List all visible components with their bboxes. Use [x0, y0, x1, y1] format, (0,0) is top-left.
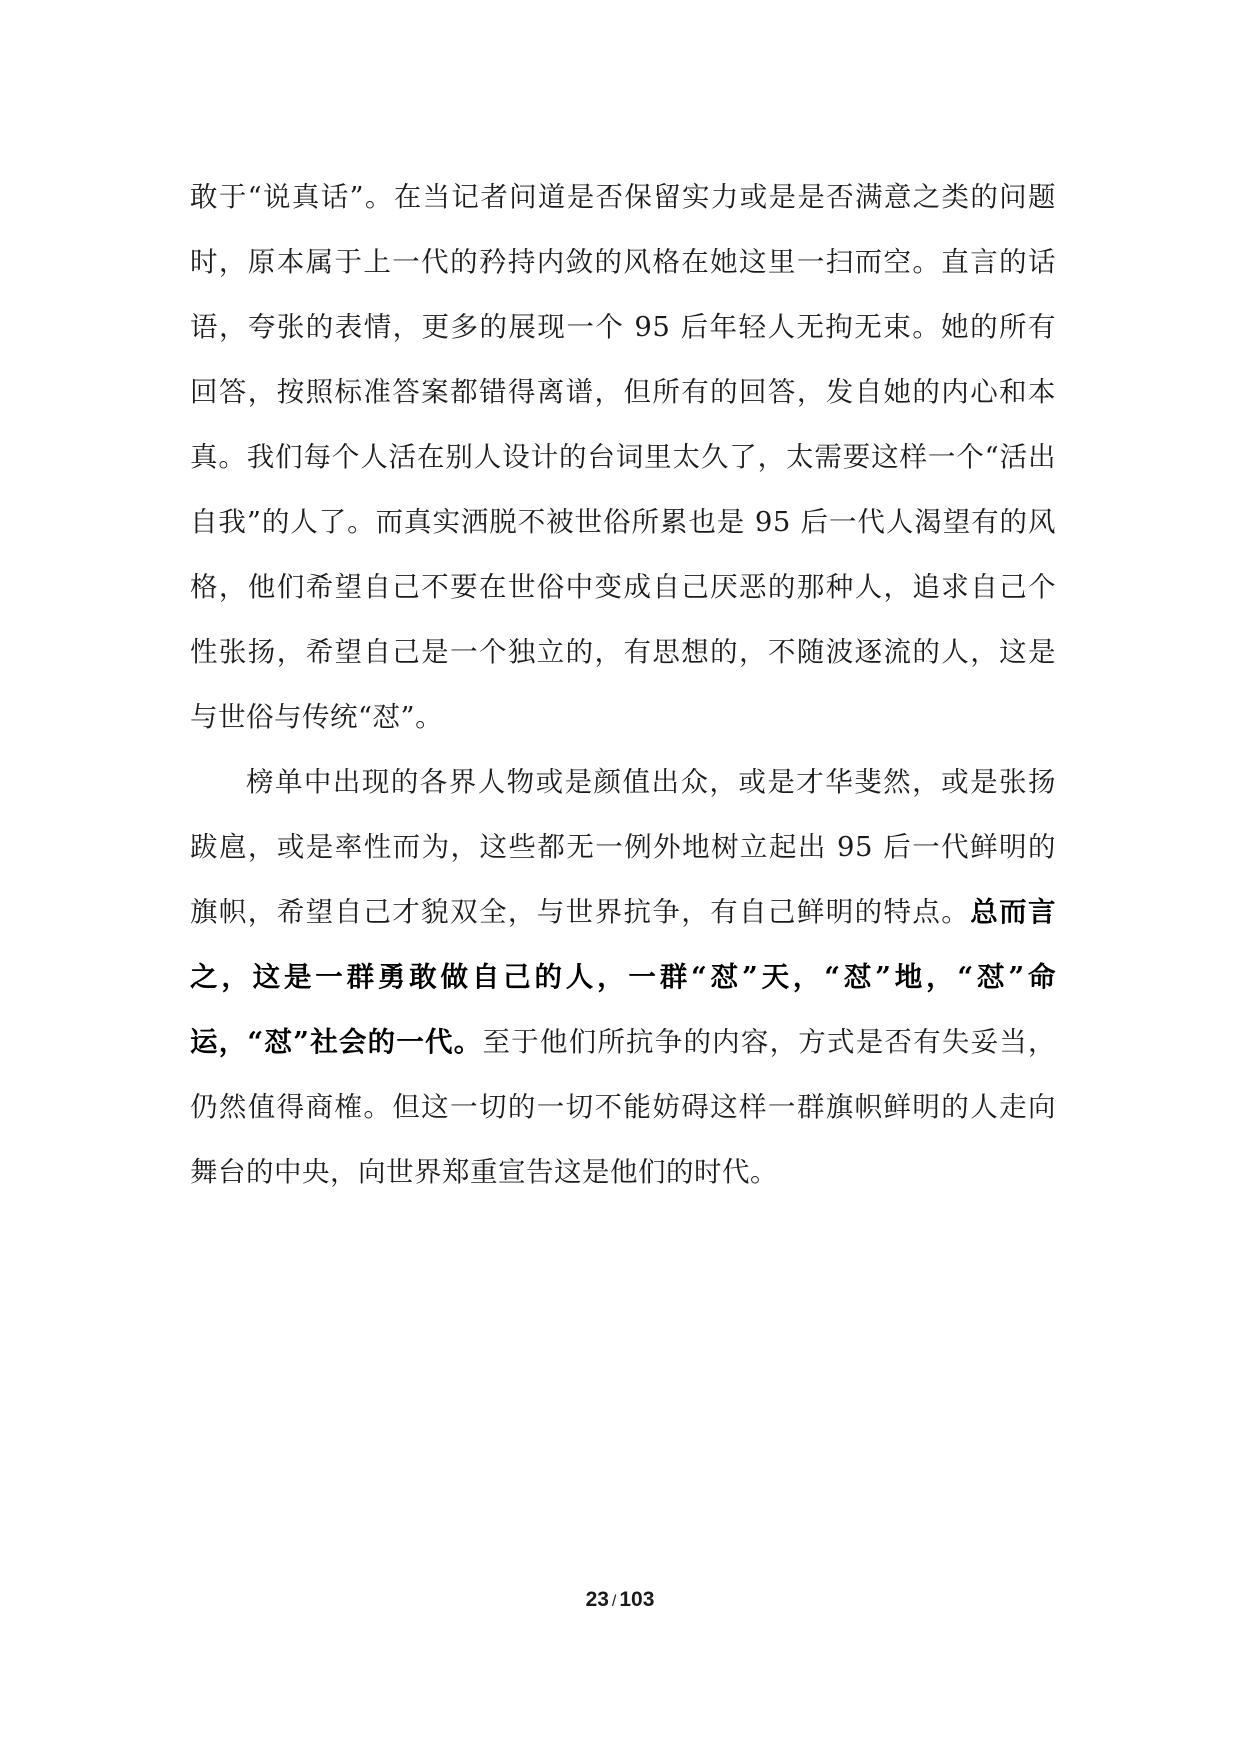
paragraph-1-text: 敢于“说真话”。在当记者问道是否保留实力或是是否满意之类的问题时，原本属于上一代的矜持内敛的风格在她这里一扫而空。直言的话语，夸张的表情，更多的展现一个 95 后年轻人无拘无束。她的所有回答，按照标准答案都错得离谱，但所有的回答，发自她的内心和本真。我们每个人活在别人设计的台词里太久了，太需要这样一个“活出自我”的人了。而真实洒脱不被世俗所累也是 95 后一代人渴望有的风格，他们希望自己不要在世俗中变成自己厌恶的那种人，追求自己个性张扬，希望自己是一个独立的，有思想的，不随波逐流的人，这是与世俗与传统“怼”。 [190, 181, 1056, 733]
page-separator: / [611, 1593, 617, 1610]
paragraph-2 [190, 750, 1056, 1205]
paragraph-2-bold-text: 总而言之，这是一群勇敢做自己的人，一群“怼”天，“怼”地，“怼”命运，“怼”社会的一代。 [190, 896, 1057, 1058]
page-current: 23 [585, 1588, 609, 1611]
page-total: 103 [619, 1588, 655, 1611]
paragraph-1 [190, 165, 1056, 750]
paragraph-2-text-end: 至于他们所抗争的内容，方式是否有失妥当，仍然值得商榷。但这一切的一切不能妨碍这样一群旗帜鲜明的人走向舞台的中央，向世界郑重宣告这是他们的时代。 [190, 1026, 1056, 1188]
body-text [190, 165, 1056, 1205]
page-number [0, 1588, 1240, 1612]
paragraph-2-text-start: 榜单中出现的各界人物或是颜值出众，或是才华斐然，或是张扬跋扈，或是率性而为，这些都无一例外地树立起出 95 后一代鲜明的旗帜，希望自己才貌双全，与世界抗争，有自己鲜明的特点。 [190, 766, 1056, 928]
